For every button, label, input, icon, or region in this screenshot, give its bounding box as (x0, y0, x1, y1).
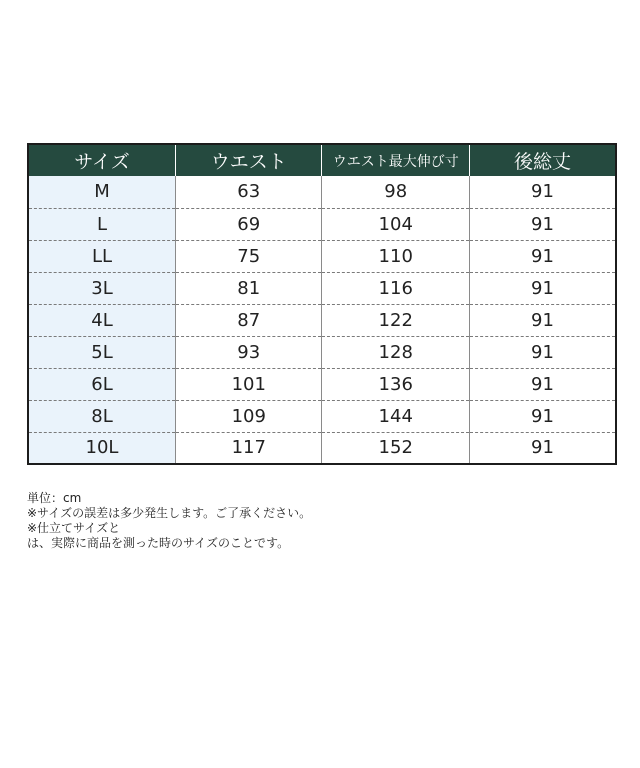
waist-max-cell: 136 (322, 368, 470, 400)
back-length-cell: 91 (469, 240, 616, 272)
table-row (28, 336, 616, 368)
waist-max-cell: 116 (322, 272, 470, 304)
waist-cell: 109 (176, 400, 322, 432)
table-row (28, 240, 616, 272)
back-length-cell: 91 (469, 176, 616, 208)
back-length-cell: 91 (469, 336, 616, 368)
finished-size-note: ※仕立てサイズと (27, 521, 121, 535)
waist-cell: 81 (176, 272, 322, 304)
table-row (28, 400, 616, 432)
error-note: ※サイズの誤差は多少発生します。ご了承ください。 (27, 506, 312, 520)
back-length-cell: 91 (531, 437, 554, 459)
waist-cell: 93 (176, 336, 322, 368)
waist-max-cell: 104 (322, 208, 470, 240)
back-length-cell: 91 (469, 208, 616, 240)
header-back-length: 後総丈 (469, 144, 616, 176)
back-length-cell: 91 (469, 400, 616, 432)
table-row (28, 304, 616, 336)
waist-cell: 117 (176, 432, 322, 464)
header-size: サイズ (28, 144, 176, 176)
waist-max-cell: 98 (322, 176, 470, 208)
size-cell: 10L (28, 432, 176, 464)
header-row (28, 144, 616, 176)
size-cell: 8L (28, 400, 176, 432)
back-length-cell: 91 (469, 368, 616, 400)
table-row (28, 176, 616, 208)
waist-cell: 87 (176, 304, 322, 336)
waist-max-cell: 122 (322, 304, 470, 336)
waist-cell: 63 (176, 176, 322, 208)
size-cell: 3L (28, 272, 176, 304)
waist-cell: 101 (176, 368, 322, 400)
waist-max-cell: 110 (322, 240, 470, 272)
size-notes (27, 491, 311, 551)
table-row (28, 208, 616, 240)
measurement-note: は、実際に商品を測った時のサイズのことです。 (27, 536, 290, 550)
size-cell: 5L (28, 336, 176, 368)
waist-max-cell: 152 (322, 432, 470, 464)
back-length-cell: 91 (469, 272, 616, 304)
back-length-cell: 91 (469, 304, 616, 336)
header-waist-max-stretch: ウエスト最大伸び寸 (322, 144, 470, 176)
size-cell: L (28, 208, 176, 240)
size-cell: LL (28, 240, 176, 272)
table-row (28, 368, 616, 400)
size-cell: 4L (28, 304, 176, 336)
waist-cell: 75 (176, 240, 322, 272)
size-cell: 6L (28, 368, 176, 400)
waist-max-cell: 128 (322, 336, 470, 368)
waist-cell: 69 (176, 208, 322, 240)
waist-max-cell: 144 (322, 400, 470, 432)
table-row (28, 432, 616, 464)
size-chart-table (27, 143, 617, 465)
table-row (28, 272, 616, 304)
size-cell: M (28, 176, 176, 208)
unit-note: 単位：cm (27, 491, 82, 505)
header-waist: ウエスト (176, 144, 322, 176)
